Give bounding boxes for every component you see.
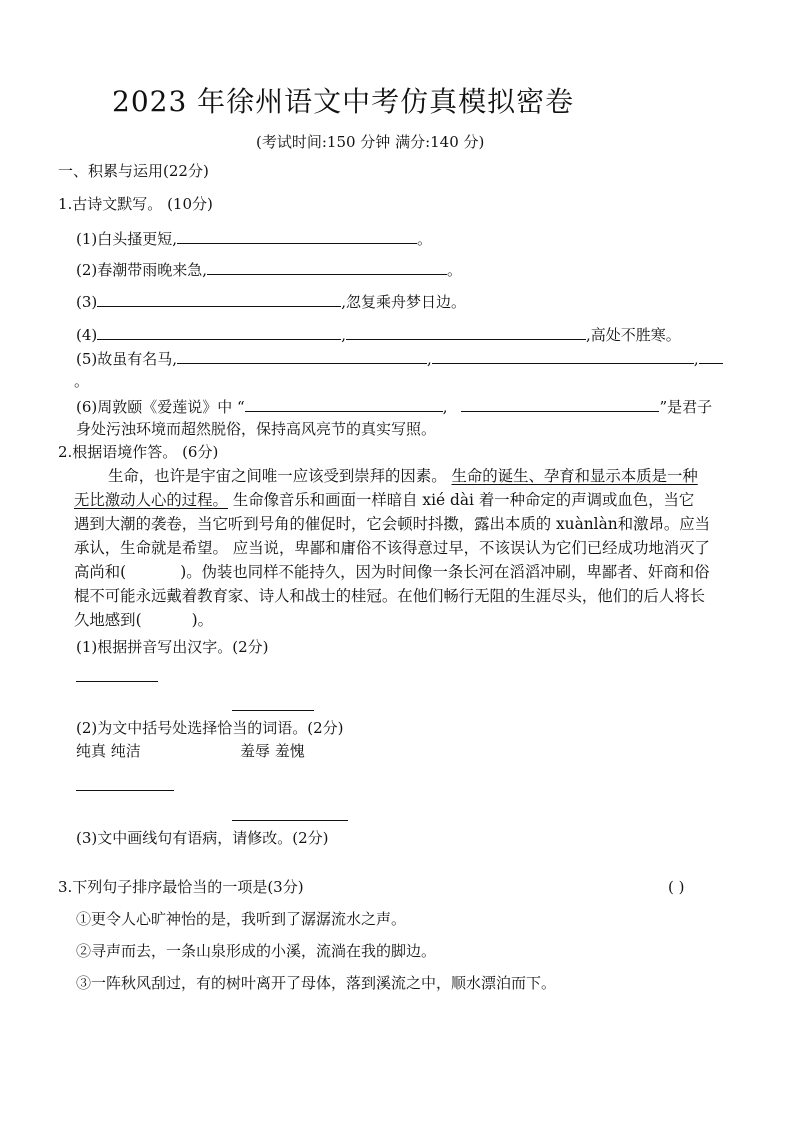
underlined-sentence: 无比激动人心的过程。: [74, 491, 228, 509]
passage-text: )。: [191, 611, 213, 629]
passage-line: 遇到大潮的袭卷，当它听到号角的催促时，它会顿时抖擞，露出本质的 xuànlàn和激昂。应当: [74, 515, 711, 533]
passage-text: 高尚和(: [74, 563, 127, 581]
q1-item-6-cont: 身处污浊环境而超然脱俗，保持高风亮节的真实写照。: [76, 420, 437, 438]
passage-line: [108, 465, 698, 489]
item-text: ,高处不胜寒。: [586, 326, 681, 344]
item-text: (1)白头搔更短,: [76, 230, 178, 248]
item-text: ,: [427, 350, 432, 368]
item-text: (2)春潮带雨晚来急,: [76, 261, 208, 279]
passage-text: 生命像音乐和画面一样暗自 xié dài 着一种命定的声调或血色，当它: [232, 491, 695, 509]
item-text: (6)周敦颐《爱莲说》中 “: [76, 398, 245, 416]
passage-line: [74, 561, 709, 585]
q2-subquestion-2: (2)为文中括号处选择恰当的词语。(2分): [76, 719, 344, 737]
passage-text: 久地感到(: [74, 611, 142, 629]
answer-blank[interactable]: [346, 322, 586, 340]
underlined-sentence: 生命的诞生、孕育和显示本质是一种: [451, 467, 698, 485]
item-text: 。: [417, 230, 433, 248]
q1-item-4: [76, 322, 681, 346]
answer-blank[interactable]: [245, 394, 443, 412]
item-text: ,忽复乘舟梦日边。: [341, 293, 467, 311]
word-options-a: 纯真 纯洁: [76, 742, 141, 760]
item-text: ,: [442, 398, 448, 416]
exam-info: (考试时间:150 分钟 满分:140 分): [256, 133, 485, 151]
q3-heading: 3.下列句子排序最恰当的一项是(3分): [58, 878, 304, 896]
page-title: 2023 年徐州语文中考仿真模拟密卷: [112, 85, 575, 118]
q3-option-1: ①更令人心旷神怡的是，我听到了潺潺流水之声。: [76, 910, 407, 928]
word-options-b: 羞辱 羞愧: [240, 742, 305, 760]
answer-line[interactable]: [76, 790, 174, 791]
answer-blank[interactable]: [207, 257, 447, 275]
item-text: ,: [693, 350, 699, 368]
q1-item-6: [76, 394, 712, 418]
passage-line: [74, 609, 213, 633]
q2-subquestion-3: (3)文中画线句有语病，请修改。(2分): [76, 829, 329, 847]
q1-heading: 1.古诗文默写。 (10分): [58, 195, 213, 213]
answer-blank[interactable]: [699, 346, 723, 364]
answer-blank[interactable]: [177, 226, 417, 244]
answer-blank[interactable]: [97, 289, 341, 307]
answer-blank[interactable]: [177, 346, 427, 364]
q1-item-1: [76, 226, 432, 250]
q1-item-5: [76, 346, 723, 370]
q3-option-3: ③一阵秋风刮过，有的树叶离开了母体，落到溪流之中，顺水漂泊而下。: [76, 974, 557, 992]
q1-item-2: [76, 257, 462, 281]
item-text: ”是君子: [659, 398, 713, 416]
q1-item-3: [76, 289, 466, 313]
q1-item-5-end: 。: [74, 372, 90, 390]
answer-paren[interactable]: ( ): [668, 878, 685, 896]
answer-blank[interactable]: [97, 322, 341, 340]
answer-line[interactable]: [232, 820, 348, 821]
section-heading: 一、积累与运用(22分): [58, 162, 209, 180]
passage-line: 棍不可能永远戴着教育家、诗人和战士的桂冠。在他们畅行无阻的生涯尽头，他们的后人将长: [74, 587, 706, 605]
item-text: (3): [76, 293, 98, 311]
item-text: (5)故虽有名马,: [76, 350, 178, 368]
answer-blank[interactable]: [432, 346, 694, 364]
answer-line[interactable]: [232, 710, 314, 711]
answer-blank[interactable]: [461, 394, 659, 412]
q2-heading: 2.根据语境作答。 (6分): [58, 443, 219, 461]
item-text: 。: [447, 261, 463, 279]
passage-line: 承认，生命就是希望。 应当说，卑鄙和庸俗不该得意过早，不该误认为它们已经成功地消灭了: [74, 539, 710, 557]
passage-text: 生命，也许是宇宙之间唯一应该受到崇拜的因素。: [108, 467, 447, 485]
item-text: (4): [76, 326, 98, 344]
item-text: ,: [341, 326, 347, 344]
passage-line: [74, 489, 694, 513]
answer-line[interactable]: [76, 681, 158, 682]
q3-option-2: ②寻声而去，一条山泉形成的小溪，流淌在我的脚边。: [76, 942, 437, 960]
q2-subquestion-1: (1)根据拼音写出汉字。(2分): [76, 638, 269, 656]
passage-text: )。伪装也同样不能持久，因为时间像一条长河在滔滔冲刷，卑鄙者、奸商和俗: [180, 563, 710, 581]
